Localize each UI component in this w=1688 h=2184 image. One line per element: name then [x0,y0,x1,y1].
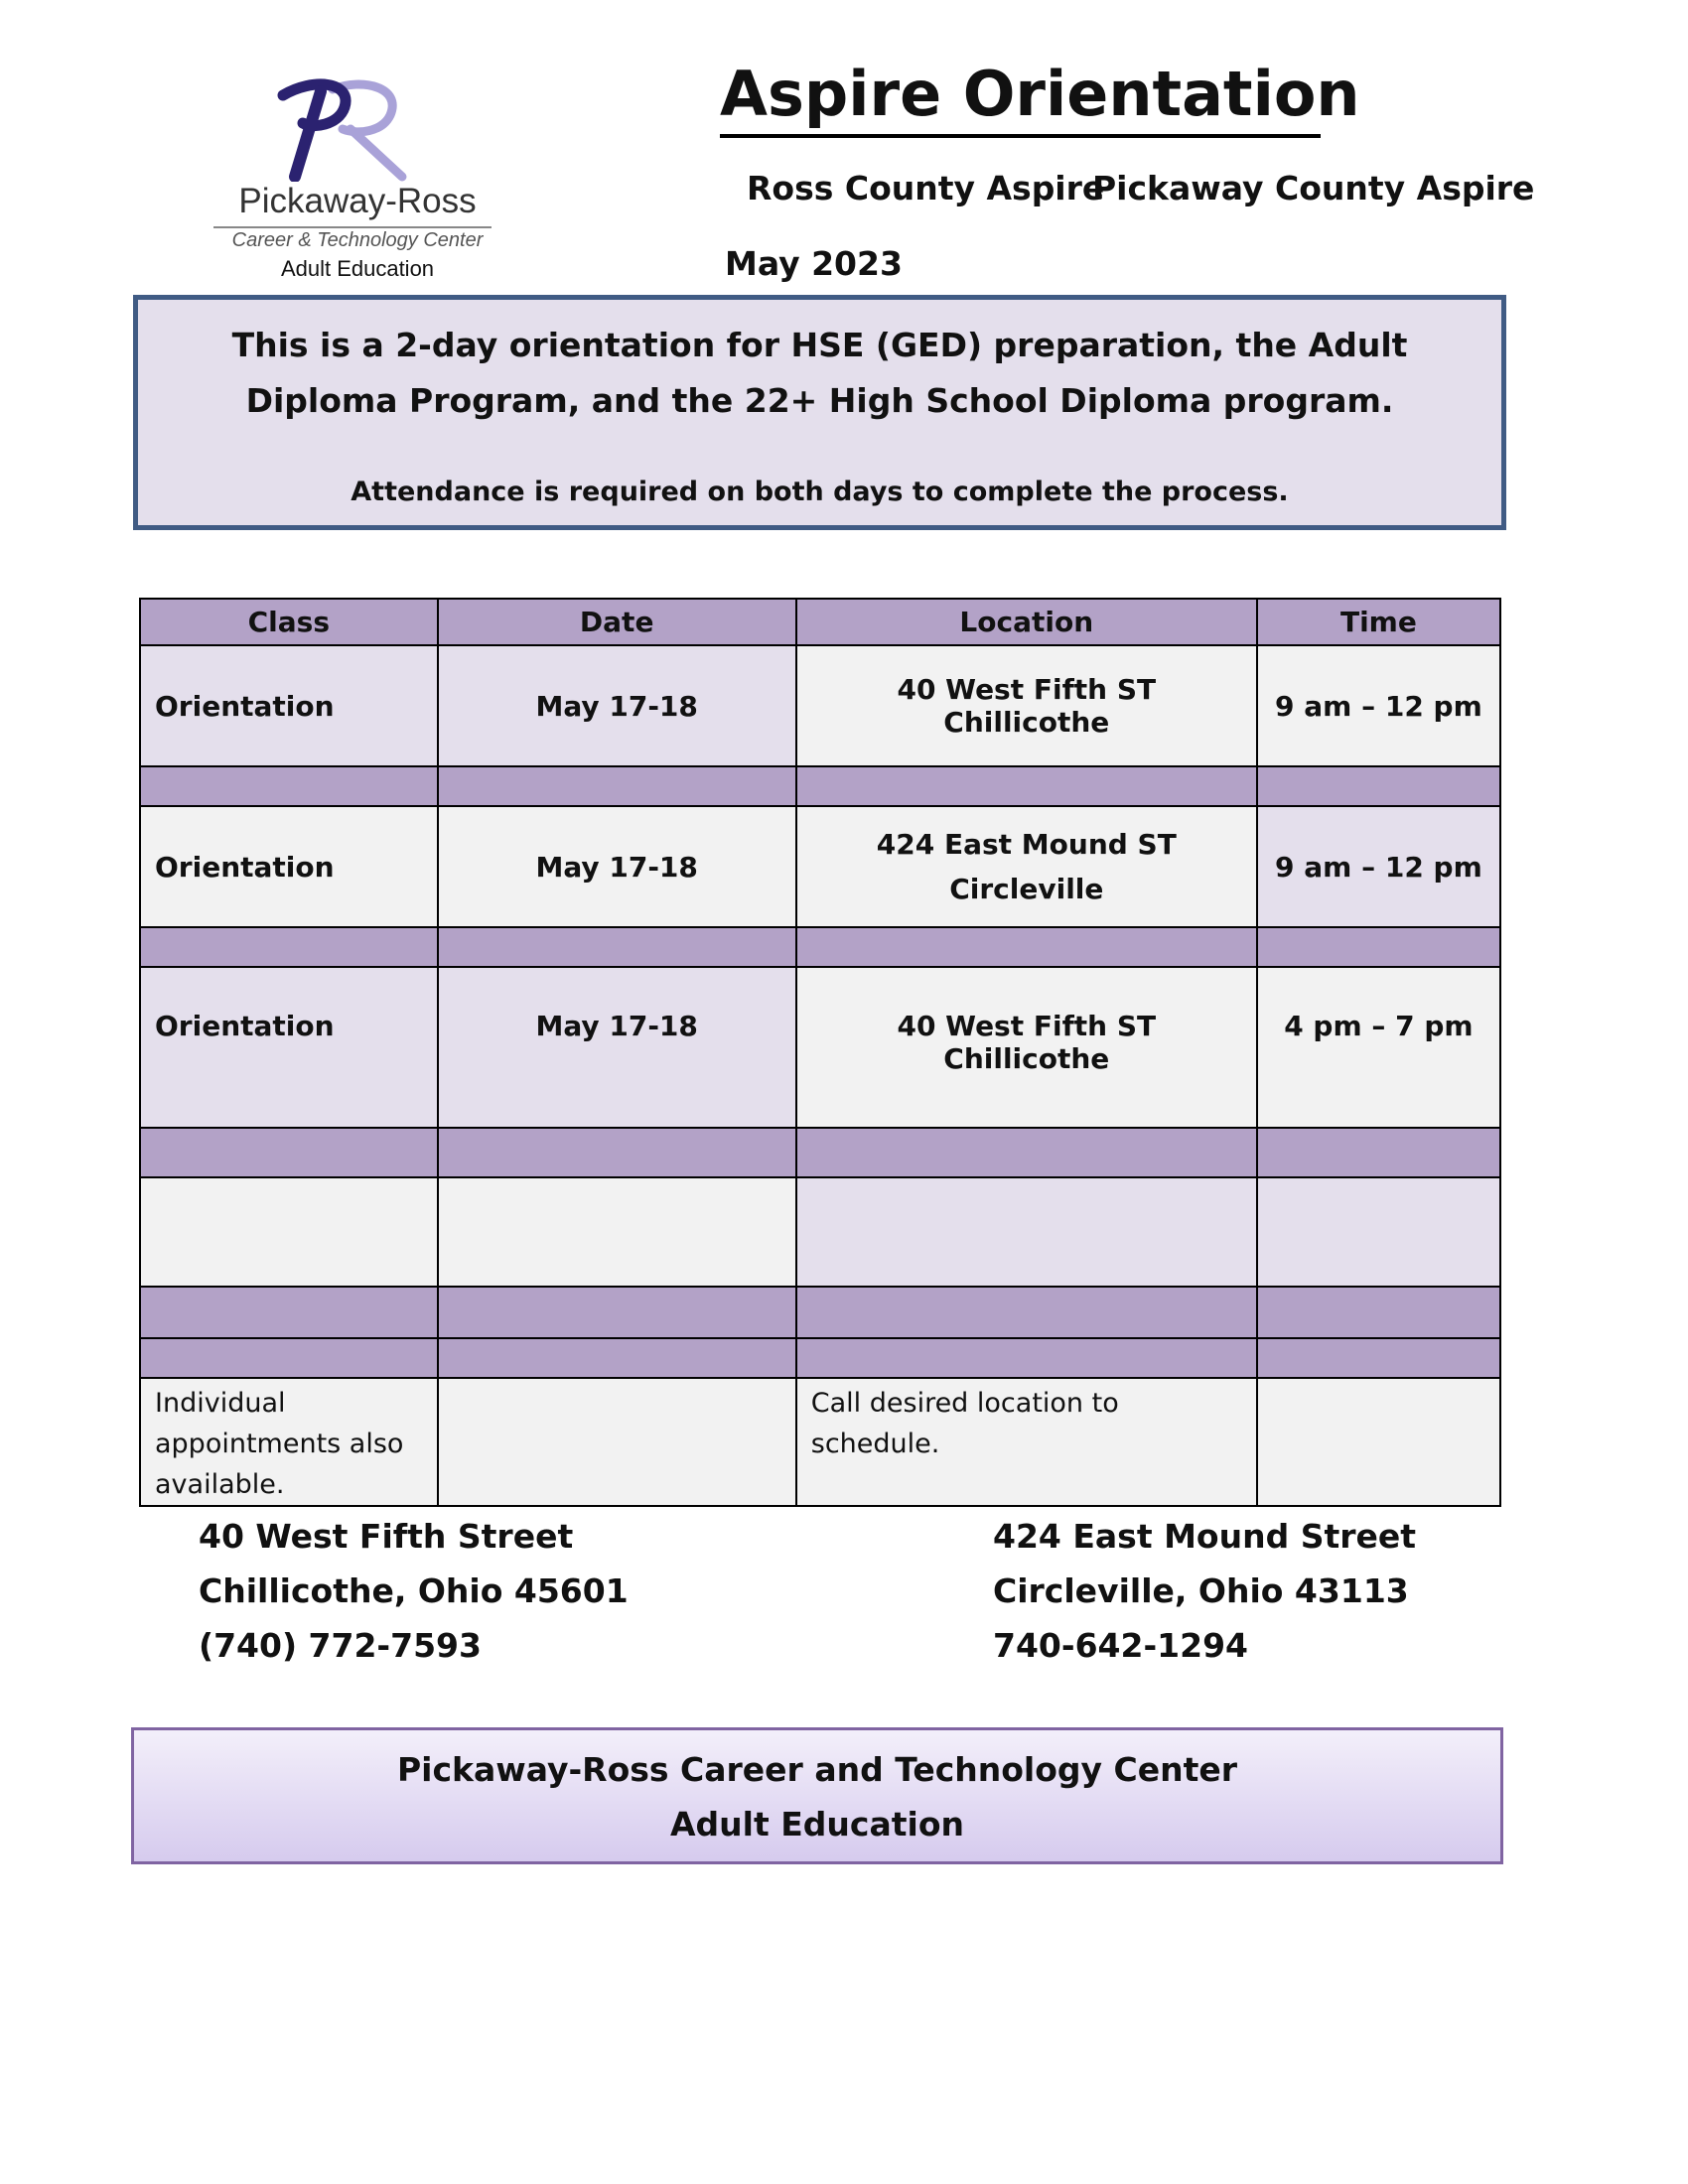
header-class: Class [140,599,438,645]
row-time: 4 pm – 7 pm [1257,967,1500,1128]
pr-monogram-icon [273,77,422,182]
separator-row [140,1128,1500,1177]
row-location: 40 West Fifth ST Chillicothe [796,967,1257,1128]
separator-row [140,1287,1500,1338]
row-class: Orientation [140,967,438,1128]
footer-line-1: Pickaway-Ross Career and Technology Center [396,1750,1238,1789]
intro-text: This is a 2-day orientation for HSE (GED) preparation, the Adult Diploma Program, and the 22+ High School Diploma program. [231,326,1408,420]
appointments-note: Individual appointments also available. [140,1378,438,1506]
separator-row [140,927,1500,967]
row-class: Orientation [140,806,438,927]
address-phone: (740) 772-7593 [199,1626,482,1665]
address-circleville [993,1509,1416,1673]
row-time: 9 am – 12 pm [1257,806,1500,927]
intro-box [133,295,1506,530]
row-time: 9 am – 12 pm [1257,645,1500,766]
table-row [140,645,1500,766]
logo-division: Adult Education [280,256,435,281]
schedule-note: Call desired location to schedule. [796,1378,1257,1506]
address-street: 424 East Mound Street [993,1517,1417,1556]
row-location: 424 East Mound ST Circleville [796,806,1257,927]
page-title: Aspire Orientation [720,55,1321,138]
table-row [140,967,1500,1128]
address-city: Chillicothe, Ohio 45601 [199,1571,629,1610]
header-time: Time [1257,599,1500,645]
address-street: 40 West Fifth Street [199,1517,574,1556]
row-date: May 17-18 [438,645,796,766]
table-row [140,806,1500,927]
row-date: May 17-18 [438,806,796,927]
row-location: 40 West Fifth ST Chillicothe [796,645,1257,766]
address-phone: 740-642-1294 [993,1626,1249,1665]
empty-row [140,1177,1500,1287]
header-location: Location [796,599,1257,645]
logo-name: Pickaway-Ross [238,182,477,220]
footer-line-2: Adult Education [670,1805,964,1843]
month-label: May 2023 [725,244,903,283]
logo-divider [213,226,492,228]
row-class: Orientation [140,645,438,766]
address-chillicothe [199,1509,629,1673]
header-date: Date [438,599,796,645]
organization-logo [204,77,501,286]
program-pickaway: Pickaway County Aspire [1092,169,1535,207]
row-date: May 17-18 [438,967,796,1128]
schedule-table [139,598,1501,1507]
footer-banner [131,1727,1503,1864]
logo-subtitle: Career & Technology Center [231,229,484,251]
program-ross: Ross County Aspire [747,169,1105,207]
address-city: Circleville, Ohio 43113 [993,1571,1409,1610]
table-header-row [140,599,1500,645]
appointments-row [140,1378,1500,1506]
separator-row [140,766,1500,806]
separator-row [140,1338,1500,1378]
attendance-note: Attendance is required on both days to complete the process. [351,477,1289,507]
